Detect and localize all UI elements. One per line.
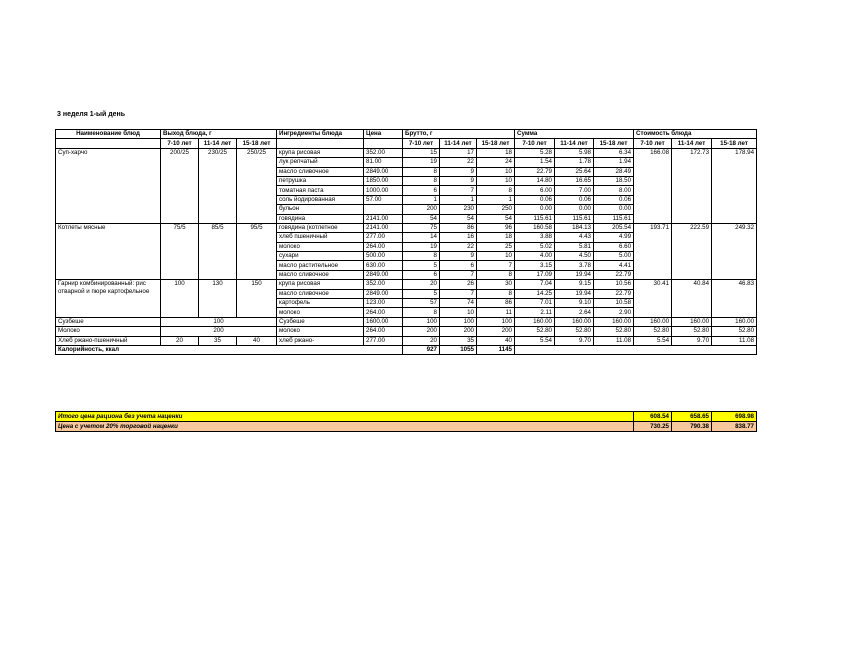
- dish-cost: 172.73: [672, 148, 712, 223]
- ingredient-name: говядина: [277, 214, 364, 223]
- age-header: 7-10 лет: [403, 139, 440, 148]
- dish-cost: 193.71: [634, 223, 672, 279]
- brutto-value: 7: [440, 270, 477, 279]
- header-name: Наименование блюд: [56, 130, 161, 139]
- ingredient-price: 81.00: [364, 158, 403, 167]
- totals-table: [55, 411, 757, 432]
- sum-value: 8.00: [594, 186, 634, 195]
- brutto-value: 86: [477, 299, 515, 308]
- sum-value: 14.25: [515, 289, 555, 298]
- dish-cost: 160.00: [634, 317, 672, 326]
- sum-value: 9.70: [555, 336, 594, 345]
- ingredient-name: хлеб пшеничный: [277, 233, 364, 242]
- brutto-value: 100: [440, 317, 477, 326]
- sum-value: 115.61: [594, 214, 634, 223]
- sum-value: 10.58: [594, 299, 634, 308]
- total-row-no-markup: [56, 412, 757, 422]
- ingredient-price: 1600.00: [364, 317, 403, 326]
- dish-cost: 178.94: [712, 148, 757, 223]
- ingredient-price: 57.00: [364, 195, 403, 204]
- ingredient-row: [56, 327, 757, 336]
- sum-value: 6.34: [594, 148, 634, 157]
- ingredient-price: 2849.00: [364, 289, 403, 298]
- total-value: 658.65: [672, 412, 712, 422]
- ingredient-price: 352.00: [364, 148, 403, 157]
- sum-value: 10.56: [594, 280, 634, 289]
- sum-value: 16.65: [555, 176, 594, 185]
- brutto-value: 96: [477, 223, 515, 232]
- ingredient-price: 123.00: [364, 299, 403, 308]
- ingredient-name: масло растительное: [277, 261, 364, 270]
- dish-name: Сузбеше: [56, 317, 161, 326]
- header-ingredients: Ингредиенты блюда: [277, 130, 364, 139]
- brutto-value: 20: [403, 336, 440, 345]
- brutto-value: 200: [477, 327, 515, 336]
- ingredient-price: 277.00: [364, 336, 403, 345]
- brutto-value: 19: [403, 158, 440, 167]
- sum-value: 9.10: [555, 299, 594, 308]
- age-header: 11-14 лет: [199, 139, 237, 148]
- dish-output: 75/5: [161, 223, 199, 279]
- ingredient-name: масло сливочное: [277, 167, 364, 176]
- brutto-value: 9: [440, 167, 477, 176]
- sum-value: 205.54: [594, 223, 634, 232]
- brutto-value: 7: [477, 261, 515, 270]
- sum-value: 22.79: [594, 270, 634, 279]
- ingredient-row: [56, 317, 757, 326]
- sum-value: 2.90: [594, 308, 634, 317]
- sum-value: 0.00: [515, 205, 555, 214]
- dish-cost: 11.08: [712, 336, 757, 345]
- dish-cost: 46.83: [712, 280, 757, 318]
- sum-value: 115.61: [555, 214, 594, 223]
- dish-output: 130: [199, 280, 237, 318]
- brutto-value: 6: [403, 270, 440, 279]
- age-header: 11-14 лет: [672, 139, 712, 148]
- brutto-value: 200: [403, 205, 440, 214]
- brutto-value: 9: [440, 252, 477, 261]
- ingredient-name: сухари: [277, 252, 364, 261]
- ingredient-price: 264.00: [364, 242, 403, 251]
- dish-output: 85/5: [199, 223, 237, 279]
- total-value: 838.77: [712, 422, 757, 432]
- total-label: Итого цена рациона без учета наценки: [56, 412, 634, 422]
- ingredient-row: [56, 223, 757, 232]
- dish-output: 35: [199, 336, 237, 345]
- dish-cost: 249.32: [712, 223, 757, 279]
- brutto-value: 8: [477, 270, 515, 279]
- brutto-value: 16: [440, 233, 477, 242]
- ingredient-name: говядина (котлетное: [277, 223, 364, 232]
- ingredient-name: молоко: [277, 242, 364, 251]
- dish-output: 150: [237, 280, 277, 318]
- brutto-value: 86: [440, 223, 477, 232]
- header-brutto: Брутто, г: [403, 130, 515, 139]
- brutto-value: 22: [440, 242, 477, 251]
- header-empty: [364, 139, 403, 148]
- brutto-value: 10: [477, 252, 515, 261]
- brutto-value: 5: [403, 289, 440, 298]
- dish-name: Котлеты мясные: [56, 223, 161, 279]
- calories-empty: [515, 345, 757, 354]
- brutto-value: 30: [477, 280, 515, 289]
- age-header: 15-18 лет: [237, 139, 277, 148]
- ingredient-price: 2849.00: [364, 270, 403, 279]
- ingredient-name: бульон: [277, 205, 364, 214]
- sum-value: 160.58: [515, 223, 555, 232]
- age-header: 11-14 лет: [440, 139, 477, 148]
- ingredient-name: петрушка: [277, 176, 364, 185]
- ingredient-name: лук репчатый: [277, 158, 364, 167]
- ingredient-row: [56, 280, 757, 289]
- calories-label: Калорийность, ккал: [56, 345, 403, 354]
- sum-value: 19.94: [555, 289, 594, 298]
- sum-value: 7.00: [555, 186, 594, 195]
- sum-value: 0.00: [555, 205, 594, 214]
- brutto-value: 24: [477, 158, 515, 167]
- dish-cost: 52.80: [672, 327, 712, 336]
- sum-value: 28.49: [594, 167, 634, 176]
- brutto-value: 8: [403, 308, 440, 317]
- ingredient-name: хлеб ржано-: [277, 336, 364, 345]
- brutto-value: 19: [403, 242, 440, 251]
- brutto-value: 8: [403, 167, 440, 176]
- brutto-value: 100: [403, 317, 440, 326]
- dish-output: 100: [161, 317, 277, 326]
- dish-cost: 9.70: [672, 336, 712, 345]
- dish-name: Хлеб ржано-пшеничный: [56, 336, 161, 345]
- age-header: 11-14 лет: [555, 139, 594, 148]
- sum-value: 2.11: [515, 308, 555, 317]
- calories-row: [56, 345, 757, 354]
- brutto-value: 54: [477, 214, 515, 223]
- brutto-value: 10: [477, 176, 515, 185]
- brutto-value: 17: [440, 148, 477, 157]
- brutto-value: 54: [440, 214, 477, 223]
- brutto-value: 6: [440, 261, 477, 270]
- brutto-value: 25: [477, 242, 515, 251]
- sum-value: 184.13: [555, 223, 594, 232]
- age-header: 15-18 лет: [477, 139, 515, 148]
- dish-cost: 5.54: [634, 336, 672, 345]
- total-value: 698.98: [712, 412, 757, 422]
- sum-value: 160.00: [515, 317, 555, 326]
- header-empty: [56, 139, 161, 148]
- sum-value: 52.80: [555, 327, 594, 336]
- sum-value: 19.94: [555, 270, 594, 279]
- brutto-value: 11: [477, 308, 515, 317]
- sum-value: 3.15: [515, 261, 555, 270]
- sum-value: 7.04: [515, 280, 555, 289]
- sum-value: 4.50: [555, 252, 594, 261]
- dish-output: 95/5: [237, 223, 277, 279]
- sum-value: 0.06: [594, 195, 634, 204]
- sum-value: 5.28: [515, 148, 555, 157]
- brutto-value: 14: [403, 233, 440, 242]
- sum-value: 14.80: [515, 176, 555, 185]
- sum-value: 6.60: [594, 242, 634, 251]
- sum-value: 115.61: [515, 214, 555, 223]
- brutto-value: 1: [477, 195, 515, 204]
- brutto-value: 1: [440, 195, 477, 204]
- ingredient-name: молоко: [277, 308, 364, 317]
- sum-value: 4.43: [555, 233, 594, 242]
- ingredient-name: масло сливочное: [277, 270, 364, 279]
- sum-value: 0.06: [515, 195, 555, 204]
- sum-value: 17.09: [515, 270, 555, 279]
- header-cost: Стоимость блюда: [634, 130, 757, 139]
- sum-value: 5.54: [515, 336, 555, 345]
- total-row-with-markup: [56, 422, 757, 432]
- brutto-value: 20: [403, 280, 440, 289]
- sum-value: 6.00: [515, 186, 555, 195]
- brutto-value: 10: [477, 167, 515, 176]
- brutto-value: 40: [477, 336, 515, 345]
- calories-value: 1055: [440, 345, 477, 354]
- age-header: 15-18 лет: [594, 139, 634, 148]
- sum-value: 9.15: [555, 280, 594, 289]
- brutto-value: 1: [403, 195, 440, 204]
- ingredient-name: Сузбеше: [277, 317, 364, 326]
- ingredient-price: 500.00: [364, 252, 403, 261]
- header-empty: [277, 139, 364, 148]
- brutto-value: 18: [477, 148, 515, 157]
- brutto-value: 8: [477, 289, 515, 298]
- ingredient-name: крупа рисовая: [277, 280, 364, 289]
- dish-output: 100: [161, 280, 199, 318]
- dish-output: 200/25: [161, 148, 199, 223]
- brutto-value: 6: [403, 186, 440, 195]
- dish-cost: 30.41: [634, 280, 672, 318]
- dish-name: Молоко: [56, 327, 161, 336]
- sum-value: 7.01: [515, 299, 555, 308]
- ingredient-price: 630.00: [364, 261, 403, 270]
- dish-cost: 166.08: [634, 148, 672, 223]
- ingredient-name: соль йодированная: [277, 195, 364, 204]
- sum-value: 11.08: [594, 336, 634, 345]
- sum-value: 5.81: [555, 242, 594, 251]
- sum-value: 4.99: [594, 233, 634, 242]
- brutto-value: 54: [403, 214, 440, 223]
- calories-value: 927: [403, 345, 440, 354]
- sum-value: 5.98: [555, 148, 594, 157]
- brutto-value: 100: [477, 317, 515, 326]
- header-row: [56, 130, 757, 139]
- menu-table: [55, 129, 757, 355]
- brutto-value: 7: [440, 186, 477, 195]
- brutto-value: 22: [440, 158, 477, 167]
- sum-value: 3.88: [515, 233, 555, 242]
- ingredient-price: 264.00: [364, 327, 403, 336]
- dish-name: Суп-харчо: [56, 148, 161, 223]
- brutto-value: 8: [477, 186, 515, 195]
- sum-value: 2.64: [555, 308, 594, 317]
- brutto-value: 230: [440, 205, 477, 214]
- sum-value: 4.00: [515, 252, 555, 261]
- total-value: 608.54: [634, 412, 672, 422]
- ingredient-name: крупа рисовая: [277, 148, 364, 157]
- ingredient-price: 1000.00: [364, 186, 403, 195]
- sum-value: 52.80: [594, 327, 634, 336]
- ingredient-row: [56, 148, 757, 157]
- brutto-value: 10: [440, 308, 477, 317]
- dish-cost: 52.80: [634, 327, 672, 336]
- ingredient-price: 277.00: [364, 233, 403, 242]
- dish-cost: 160.00: [672, 317, 712, 326]
- brutto-value: 200: [403, 327, 440, 336]
- age-header: 7-10 лет: [161, 139, 199, 148]
- sum-value: 3.78: [555, 261, 594, 270]
- total-value: 790.38: [672, 422, 712, 432]
- dish-name: Гарнир комбинированный: рис отварной и пюре картофельное: [56, 280, 161, 318]
- brutto-value: 18: [477, 233, 515, 242]
- ingredient-price: 2141.00: [364, 214, 403, 223]
- brutto-value: 250: [477, 205, 515, 214]
- sum-value: 1.78: [555, 158, 594, 167]
- page-title: 3 неделя 1-ый день: [57, 111, 126, 118]
- ingredient-price: [364, 205, 403, 214]
- dish-output: 200: [161, 327, 277, 336]
- dish-cost: 222.59: [672, 223, 712, 279]
- dish-cost: 40.84: [672, 280, 712, 318]
- dish-cost: 160.00: [712, 317, 757, 326]
- sum-value: 18.50: [594, 176, 634, 185]
- sum-value: 4.41: [594, 261, 634, 270]
- sum-value: 22.79: [594, 289, 634, 298]
- menu-body: [56, 148, 757, 355]
- dish-output: 20: [161, 336, 199, 345]
- brutto-value: 7: [440, 289, 477, 298]
- dish-output: 250/25: [237, 148, 277, 223]
- brutto-value: 75: [403, 223, 440, 232]
- sum-value: 5.00: [594, 252, 634, 261]
- ingredient-price: 1850.00: [364, 176, 403, 185]
- ingredient-name: картофель: [277, 299, 364, 308]
- brutto-value: 8: [403, 176, 440, 185]
- ingredient-price: 352.00: [364, 280, 403, 289]
- brutto-value: 57: [403, 299, 440, 308]
- sum-value: 1.54: [515, 158, 555, 167]
- header-sum: Сумма: [515, 130, 634, 139]
- brutto-value: 74: [440, 299, 477, 308]
- header-price: Цена: [364, 130, 403, 139]
- age-header-row: [56, 139, 757, 148]
- brutto-value: 5: [403, 261, 440, 270]
- age-header: 7-10 лет: [634, 139, 672, 148]
- brutto-value: 9: [440, 176, 477, 185]
- ingredient-price: 2849.00: [364, 167, 403, 176]
- ingredient-price: 264.00: [364, 308, 403, 317]
- brutto-value: 15: [403, 148, 440, 157]
- calories-value: 1145: [477, 345, 515, 354]
- age-header: 15-18 лет: [712, 139, 757, 148]
- sum-value: 25.64: [555, 167, 594, 176]
- age-header: 7-10 лет: [515, 139, 555, 148]
- ingredient-name: молоко: [277, 327, 364, 336]
- sum-value: 160.00: [555, 317, 594, 326]
- ingredient-row: [56, 336, 757, 345]
- ingredient-name: томатная паста: [277, 186, 364, 195]
- brutto-value: 26: [440, 280, 477, 289]
- total-label: Цена с учетом 20% торговой наценки: [56, 422, 634, 432]
- ingredient-price: 2141.00: [364, 223, 403, 232]
- sum-value: 5.02: [515, 242, 555, 251]
- ingredient-name: масло сливочное: [277, 289, 364, 298]
- sum-value: 52.80: [515, 327, 555, 336]
- brutto-value: 8: [403, 252, 440, 261]
- total-value: 730.25: [634, 422, 672, 432]
- brutto-value: 35: [440, 336, 477, 345]
- dish-output: 40: [237, 336, 277, 345]
- sum-value: 160.00: [594, 317, 634, 326]
- sum-value: 0.06: [555, 195, 594, 204]
- sum-value: 22.79: [515, 167, 555, 176]
- header-output: Выход блюда, г: [161, 130, 277, 139]
- dish-cost: 52.80: [712, 327, 757, 336]
- sum-value: 0.00: [594, 205, 634, 214]
- brutto-value: 200: [440, 327, 477, 336]
- sum-value: 1.94: [594, 158, 634, 167]
- dish-output: 230/25: [199, 148, 237, 223]
